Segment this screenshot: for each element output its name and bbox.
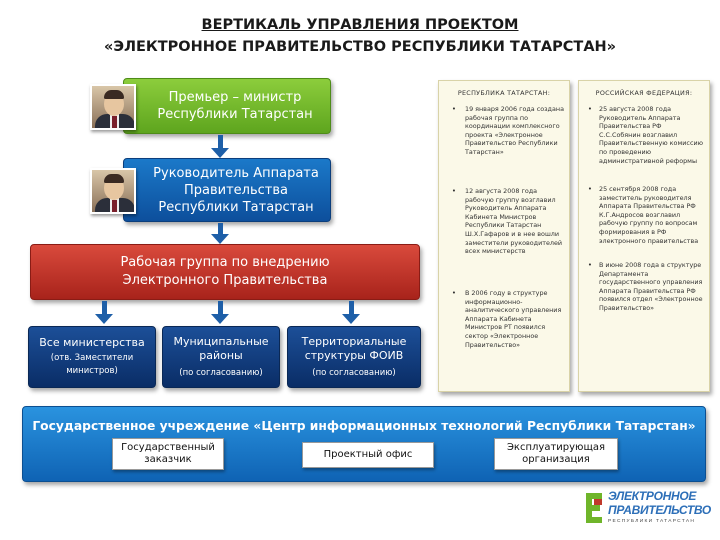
ministries-label: Все министерства	[39, 336, 145, 349]
federation-item: В июне 2008 года в структуре Департамента государственного управления Аппарата Правительства РФ появился отдел «Электронное Правительство»	[599, 261, 703, 312]
bullet-icon: •	[451, 187, 457, 195]
arrow-head-icon	[95, 314, 113, 324]
foiv-label: Территориальные структуры ФОИВ	[301, 334, 407, 362]
tatarstan-item: В 2006 году в структуре информационно-аналитического управления Аппарата Кабинета Министров РТ появился сектор «Электронное Правительство»	[465, 289, 562, 349]
tatarstan-item: 19 января 2006 года создана рабочая группа по координации комплексного проекта «Электронное Правительство Республики Татарстан»	[465, 105, 564, 156]
tatarstan-item: 12 августа 2008 года рабочую группу возглавил Руководитель Аппарата Кабинета Министров Республики Татарстан Ш.Х.Гафаров и в нее вошли заместители руководителей всех министерств	[465, 187, 563, 256]
logo-line-3: РЕСПУБЛИКИ ТАТАРСТАН	[608, 519, 696, 524]
federation-item: 25 августа 2008 года Руководитель Аппарата Правительства РФ С.С.Собянин возглавил Правительственную комиссию по проведению административной реформы	[599, 105, 703, 165]
arrow-head-icon	[342, 314, 360, 324]
logo-mark-icon	[582, 491, 606, 525]
bullet-icon: •	[587, 105, 593, 113]
bullet-icon: •	[451, 289, 457, 297]
arrow-connector	[102, 301, 107, 315]
premier-photo	[90, 84, 136, 130]
tatarstan-panel	[438, 80, 570, 392]
premier-box	[123, 78, 331, 134]
role-project-office	[302, 442, 434, 468]
institution-title: Государственное учреждение «Центр информационных технологий Республики Татарстан»	[32, 419, 696, 433]
apparatus-head-box	[123, 158, 331, 222]
role-state-customer	[112, 438, 224, 470]
title-line-1: ВЕРТИКАЛЬ УПРАВЛЕНИЯ ПРОЕКТОМ	[201, 17, 519, 33]
role-operating-org	[494, 438, 618, 470]
role-label: Эксплуатирующая организация	[506, 442, 606, 465]
bullet-icon: •	[451, 105, 457, 113]
foiv-note: (по согласованию)	[312, 367, 396, 378]
page-title	[0, 14, 720, 58]
apparatus-head-label: Руководитель Аппарата Правительства Республики Татарстан	[153, 165, 319, 215]
arrow-head-icon	[211, 148, 229, 158]
role-label: Государственный заказчик	[121, 442, 215, 465]
working-group-box	[30, 244, 420, 300]
title-line-2: «ЭЛЕКТРОННОЕ ПРАВИТЕЛЬСТВО РЕСПУБЛИКИ ТАТАРСТАН»	[103, 39, 617, 55]
federation-panel	[578, 80, 710, 392]
foiv-box	[287, 326, 421, 388]
bullet-icon: •	[587, 261, 593, 269]
municipal-label: Муниципальные районы	[173, 334, 269, 362]
arrow-head-icon	[211, 234, 229, 244]
municipal-box	[162, 326, 280, 388]
arrow-connector	[349, 301, 354, 315]
project-logo	[582, 487, 712, 533]
ministries-note: (отв. Заместители министров)	[50, 353, 134, 376]
federation-item: 25 сентября 2008 года заместитель руководителя Аппарата Правительства РФ К.Г.Андросов возглавил рабочую группу по вопросам формирования в РФ электронного правительства	[599, 185, 699, 245]
logo-line-2: ПРАВИТЕЛЬСТВО	[608, 503, 711, 517]
premier-label: Премьер – министр Республики Татарстан	[157, 90, 313, 122]
arrow-head-icon	[211, 314, 229, 324]
working-group-label: Рабочая группа по внедрению Электронного Правительства	[120, 255, 330, 288]
federation-panel-heading: РОССИЙСКАЯ ФЕДЕРАЦИЯ:	[595, 89, 693, 97]
tatarstan-panel-heading: РЕСПУБЛИКА ТАТАРСТАН:	[457, 89, 551, 97]
role-label: Проектный офис	[323, 449, 413, 460]
apparatus-head-photo	[90, 168, 136, 214]
arrow-connector	[218, 135, 223, 149]
bullet-icon: •	[587, 185, 593, 193]
municipal-note: (по согласованию)	[179, 367, 263, 378]
logo-line-1: ЭЛЕКТРОННОЕ	[608, 489, 697, 503]
arrow-connector	[218, 301, 223, 315]
ministries-box	[28, 326, 156, 388]
